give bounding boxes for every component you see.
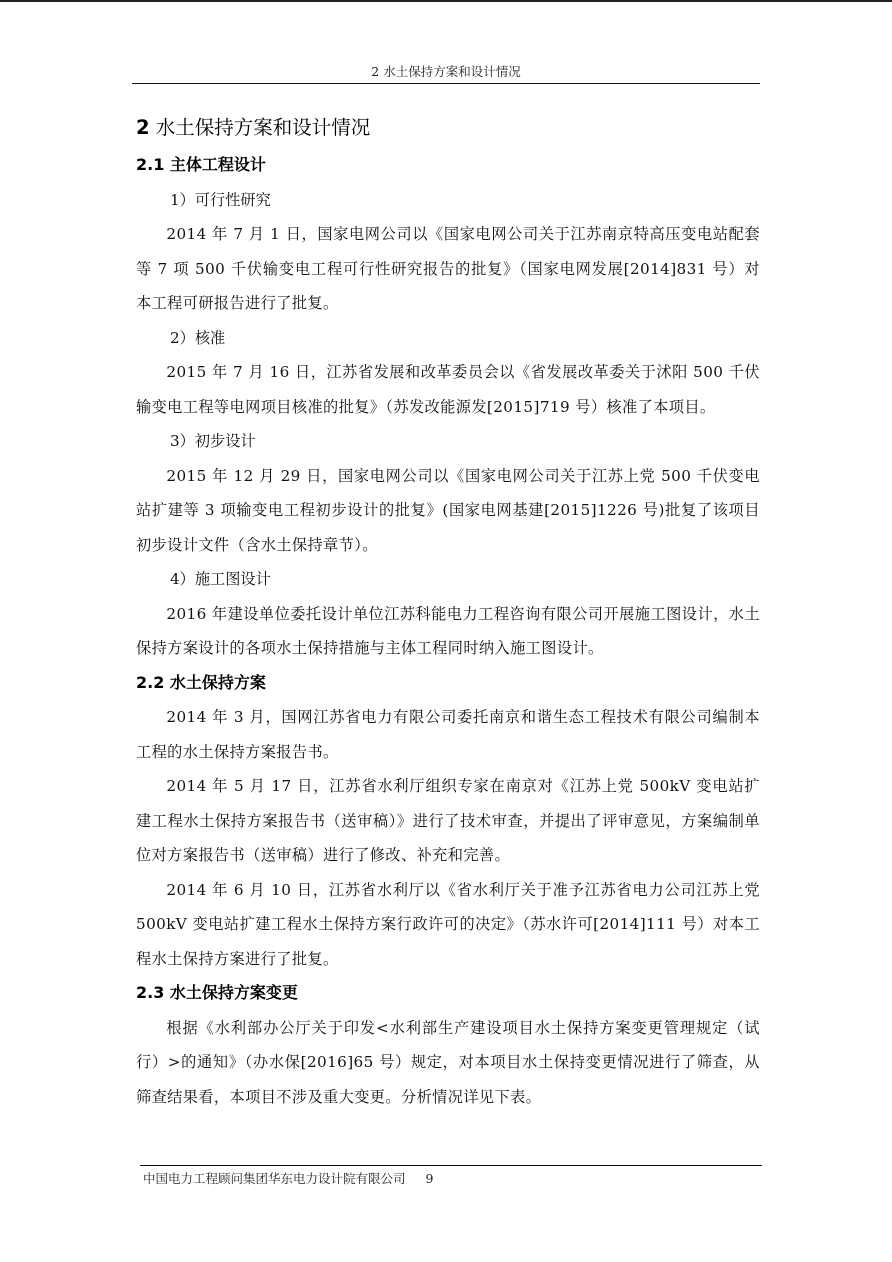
subsection-heading-2-3 xyxy=(136,976,760,1011)
footer-rule xyxy=(140,1165,762,1166)
paragraph: 2014 年 3 月，国网江苏省电力有限公司委托南京和谐生态工程技术有限公司编制本工程的水土保持方案报告书。 xyxy=(136,708,760,761)
list-item-feasibility: 1）可行性研究 xyxy=(170,190,271,209)
paragraph: 2014 年 7 月 1 日，国家电网公司以《国家电网公司关于江苏南京特高压变电站配套等 7 项 500 千伏输变电工程可行性研究报告的批复》（国家电网发展[2014]831 号）对本工程可研报告进行了批复。 xyxy=(136,225,760,312)
paragraph: 2014 年 6 月 10 日，江苏省水利厅以《省水利厅关于准予江苏省电力公司江苏上党 500kV 变电站扩建工程水土保持方案行政许可的决定》（苏水许可[2014]111 号）对本工程水土保持方案进行了批复。 xyxy=(136,880,760,968)
top-border xyxy=(0,0,892,2)
list-item-preliminary-design: 3）初步设计 xyxy=(170,432,256,450)
page-number: 9 xyxy=(425,1171,434,1186)
section-number: 2 xyxy=(136,116,150,139)
list-item-approval: 2）核准 xyxy=(170,328,226,347)
subsection-title: 水土保持方案变更 xyxy=(169,983,298,1002)
running-header: 2 水土保持方案和设计情况 xyxy=(371,64,521,79)
paragraph: 2015 年 7 月 16 日，江苏省发展和改革委员会以《省发展改革委关于沭阳 500 千伏输变电工程等电网项目核准的批复》（苏发改能源发[2015]719 号）核准了本项目。 xyxy=(136,363,760,416)
paragraph: 2016 年建设单位委托设计单位江苏科能电力工程咨询有限公司开展施工图设计，水土保持方案设计的各项水土保持措施与主体工程同时纳入施工图设计。 xyxy=(136,604,760,657)
body-content xyxy=(136,108,760,1114)
section-title: 水土保持方案和设计情况 xyxy=(155,116,371,139)
subsection-number: 2.2 xyxy=(136,672,165,692)
subsection-heading-2-1 xyxy=(136,148,760,183)
subsection-title: 水土保持方案 xyxy=(169,672,266,692)
page-footer xyxy=(143,1170,433,1188)
subsection-number: 2.1 xyxy=(136,155,165,174)
subsection-heading-2-2 xyxy=(136,666,760,701)
paragraph: 2014 年 5 月 17 日，江苏省水利厅组织专家在南京对《江苏上党 500kV 变电站扩建工程水土保持方案报告书（送审稿）》进行了技术审查，并提出了评审意见，方案编制单位对方案报告书（送审稿）进行了修改、补充和完善。 xyxy=(136,777,760,864)
paragraph: 根据《水利部办公厅关于印发<水利部生产建设项目水土保持方案变更管理规定（试行）>的通知》（办水保[2016]65 号）规定，对本项目水土保持变更情况进行了筛查，从筛查结果看，本项目不涉及重大变更。分析情况详见下表。 xyxy=(136,1018,760,1106)
list-item-construction-drawing: 4）施工图设计 xyxy=(170,570,271,588)
subsection-number: 2.3 xyxy=(136,983,165,1002)
subsection-title: 主体工程设计 xyxy=(169,155,266,174)
footer-organization: 中国电力工程顾问集团华东电力设计院有限公司 xyxy=(143,1171,406,1186)
header-rule xyxy=(132,83,760,84)
paragraph: 2015 年 12 月 29 日，国家电网公司以《国家电网公司关于江苏上党 500 千伏变电站扩建等 3 项输变电工程初步设计的批复》(国家电网基建[2015]1226 号)批复了该项目初步设计文件（含水土保持章节）。 xyxy=(136,466,760,554)
section-heading xyxy=(136,108,760,148)
